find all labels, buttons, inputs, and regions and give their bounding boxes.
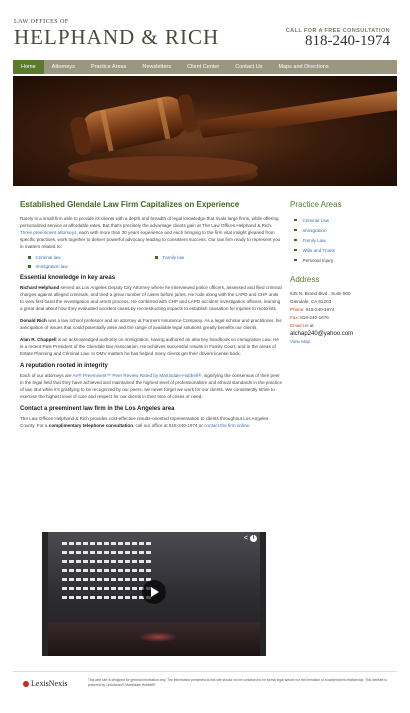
nav-item-client-center[interactable]: Client Center [187,64,220,70]
attorneys-link[interactable]: Three preeminent attorneys [20,230,77,235]
contact-text-a: The Law Offices Helphand & Rich provides cost-effective results-oriented representation to clients throughout Los Angeles County. For a [20,416,269,428]
square-bullet-icon [294,249,297,252]
fax-value: 818-240-1676 [300,315,329,320]
bullet-label: Criminal law [35,255,61,260]
attorney-name: Alan R. Chappell [20,337,57,342]
intro-paragraph [20,215,282,250]
info-icon[interactable]: i [250,535,257,542]
contact-text-b: , call our office at 818-240-1974 or [133,423,205,428]
video-scene-light [138,632,178,642]
contact-paragraph [20,415,282,429]
bio-text: is an acknowledged authority on immigration, having authored an attorney handbook on immigration Law. He is a recent Past President of the Glendale Bar Association. He achieves successful results in Family Court, and in the areas of Estate Planning and Criminal Law. In DMV matters he has helped many clients get their drivers license back. [20,337,279,356]
cta-label: CALL FOR A FREE CONSULTATION [285,28,390,34]
lexisnexis-logo-icon [23,681,29,687]
square-bullet-icon [155,256,158,259]
hero-gavel-image [13,76,397,186]
contact-end: . [249,423,251,428]
attorney-name: Donald Rich [20,318,47,323]
video-frame [48,532,260,656]
address-heading: Address [290,275,320,284]
bullet-criminal-law[interactable] [28,255,155,260]
square-bullet-icon [294,259,297,262]
phone-value[interactable]: 818-240-1974 [305,307,335,312]
nav-item-contact-us[interactable]: Contact Us [235,64,263,70]
address-street: 535 N. Brand Blvd., Suite 500 [290,291,351,296]
address-fax [290,314,390,322]
bullet-label: Family law [162,255,185,260]
square-bullet-icon [28,265,31,268]
sidebar-item-label: Criminal Law [302,217,330,223]
video-player[interactable] [42,532,266,656]
attorney-name: Richard Helphand [20,285,60,290]
view-map-link[interactable]: View Map [290,339,311,344]
bio-rich [20,317,282,331]
bullet-immigration-law[interactable] [28,264,155,269]
sidebar-item-label: Wills and Trusts [302,247,335,253]
nav-item-home[interactable]: Home [13,60,44,74]
address-city: Glendale, CA 91203 [290,299,332,304]
intro-rest-text: , each with more than 30 years experience and each bringing to the firm vital insight gleaned from specific practices, work together to deliver powerful advocacy leading to consistent success. Our law firm ready to represent you in matters related to: [20,230,281,249]
bullet-label: Immigration law [35,264,68,269]
cta-phone[interactable]: 818-240-1974 [305,33,390,49]
integrity-text-b: , signifying the consensus of their peer in the legal field that they have achieved and maintained the highest level of professionalism and ethical standards in the practice of law. But while it's gratifying to be recognized by our peers, we never forget we work for our clients. We consistently strive to exercise the highest level of care and respect for our clients in their time of crises or need. [20,373,283,399]
site-logo[interactable]: HELPHAND & RICH [14,25,220,49]
play-icon[interactable] [142,580,166,604]
nav-item-attorneys[interactable]: Attorneys [51,64,75,70]
bullet-family-law[interactable] [155,255,282,260]
main-content [20,200,282,434]
nav-item-practice-areas[interactable]: Practice Areas [90,64,127,70]
sidebar [290,200,390,346]
page-title: Established Glendale Law Firm Capitalizes on Experience [20,200,240,209]
sidebar-item-label: Personal Injury [302,257,334,263]
sidebar-item-personal-injury [294,255,390,265]
sidebar-item-criminal-law[interactable] [294,215,390,225]
lexisnexis-logo[interactable] [23,679,67,688]
martindale-link[interactable]: AV® Preeminent™ Peer Review Rated by Martindale-Hubbell® [72,373,202,378]
address-phone [290,306,390,314]
consultation-text: complimentary telephone consultation [48,423,133,428]
intro-text: Rarely is a small firm able to provide its clients with a depth and breadth of legal knowledge that rivals large firms, while offering personalized service at affordable rates. But that's precisely the advantage clients gain at The Law Offices Helphand & Rich. [20,216,279,228]
sidebar-item-label: Family Law [302,237,326,243]
footer-disclaimer: This web site is designed for general information only. The information presented at this site should not be construed to be formal legal advice nor the formation of a lawyer/client relationship. This website is powered by LexisNexis® Martindale-Hubbell® [88,678,387,687]
section-heading-knowledge: Essential knowledge in key areas [20,275,116,281]
square-bullet-icon [28,256,31,259]
integrity-text-a: Each of our attorneys are [20,373,73,378]
address-email [290,322,390,330]
square-bullet-icon [294,219,297,222]
nav-item-newsletters[interactable]: Newsletters [142,64,172,70]
square-bullet-icon [294,229,297,232]
site-header [0,0,410,60]
section-heading-contact: Contact a preeminent law firm in the Los Angeles area [20,406,175,412]
share-icon[interactable]: < [243,535,248,542]
sidebar-item-label: Immigration [302,227,327,233]
email-link[interactable]: Email Us [290,323,309,328]
sidebar-item-immigration[interactable] [294,225,390,235]
bio-text: was a law school professor and an attorney at Farmers Insurance Company. As a legal scholar and practitioner, his anticipation of issues that could potentially arise and the range of available legal solutions greatly benefits our clients. [20,318,282,330]
email-value[interactable]: alchap240@yahoo.com [290,331,354,337]
integrity-paragraph [20,372,282,400]
bio-chappell [20,336,282,357]
phone-label: Phone: [290,307,305,312]
square-bullet-icon [294,239,297,242]
sidebar-item-family-law[interactable] [294,235,390,245]
practice-areas-heading: Practice Areas [290,200,342,209]
video-scene-shelves [62,542,151,605]
fax-label: Fax: [290,315,299,320]
practice-bullets [28,255,282,269]
bio-helphand [20,284,282,312]
gavel-illustration [13,76,397,186]
practice-areas-list [294,215,390,265]
bio-text: served as Los Angeles Deputy City Attorney where he interviewed police officers, assessed and filed criminal charges against alleged criminals, and tried a great number of cases before juries. He rode along with the LAPD and CHP units to view first-hand the investigation and arrest process. He conferred with CHP and LAPD accident investigation officers, learning a great deal about how they evaluated accident cases by reconstructing impacts to establish causation for injuries to motorists. [20,285,282,311]
lexisnexis-text: LexisNexis [31,679,68,688]
address-block [290,290,390,346]
logo-tagline: LAW OFFICES OF [14,19,69,25]
section-heading-integrity: A reputation rooted in integrity [20,363,108,369]
site-footer [13,671,397,699]
nav-item-maps-directions[interactable]: Maps and Directions [278,64,329,70]
email-at: at [309,323,314,328]
contact-online-link[interactable]: contact the firm online [204,423,250,428]
main-nav [13,60,397,74]
sidebar-item-wills-trusts[interactable] [294,245,390,255]
